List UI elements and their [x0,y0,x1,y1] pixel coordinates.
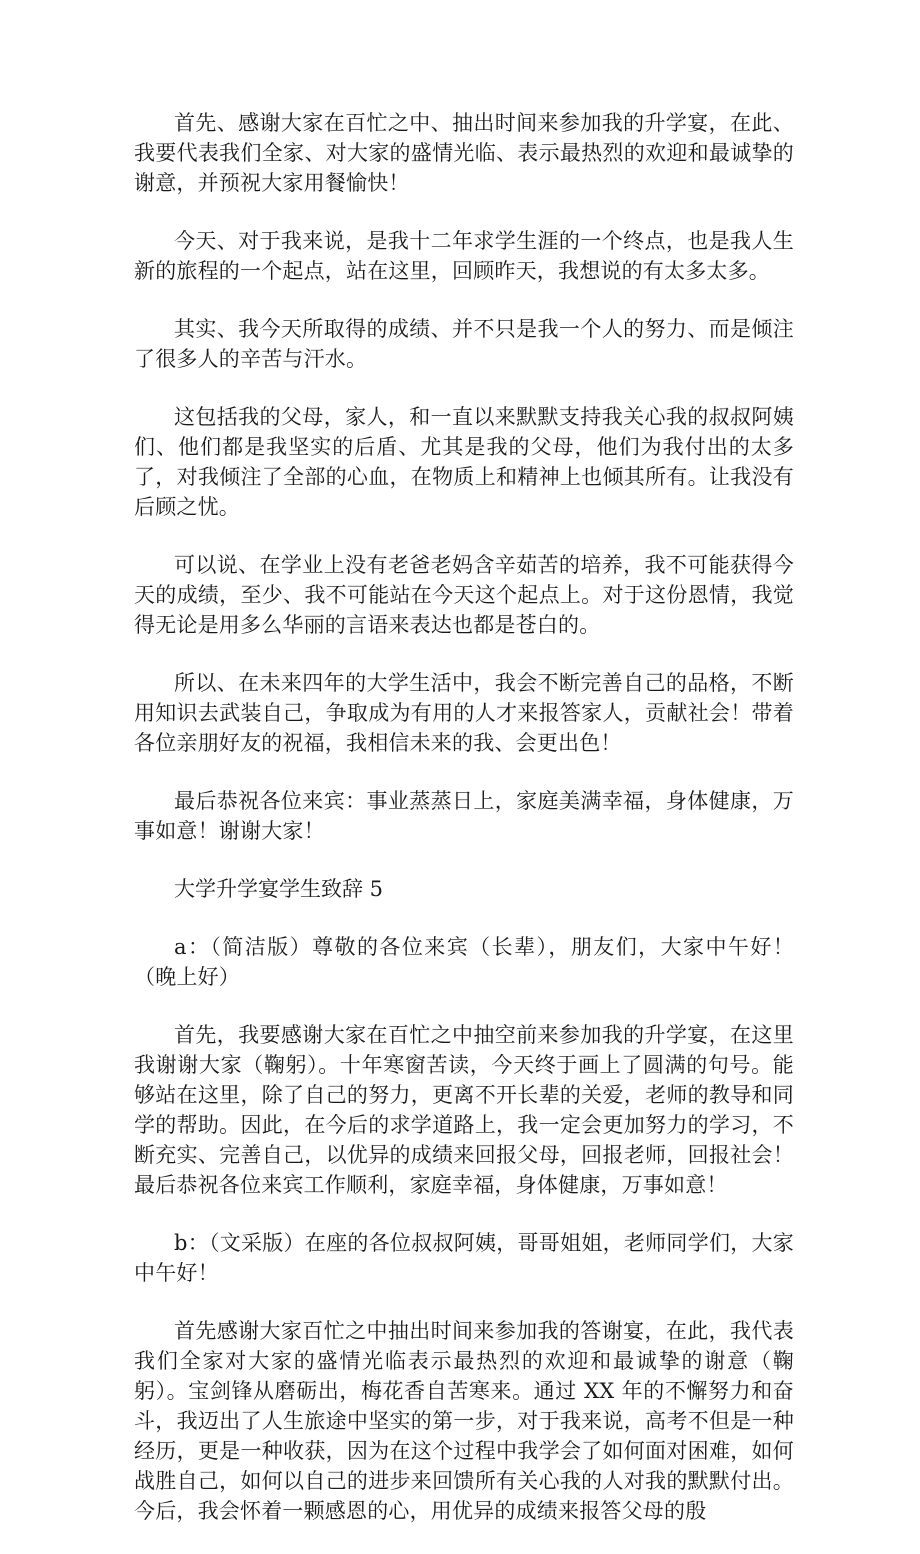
document-body [134,108,794,1554]
paragraph-6: 所以、在未来四年的大学生活中，我会不断完善自己的品格，不断用知识去武装自己，争取成为有用的人才来报答家人，贡献社会！带着各位亲朋好友的祝福，我相信未来的我、会更出色！ [134,671,794,755]
paragraph-7: 最后恭祝各位来宾：事业蒸蒸日上，家庭美满幸福，身体健康，万事如意！谢谢大家！ [134,789,794,843]
paragraph-8: a：（简洁版）尊敬的各位来宾（长辈），朋友们，大家中午好！（晚上好） [134,935,794,989]
section-title: 大学升学宴学生致辞 5 [174,877,384,901]
paragraph-4: 这包括我的父母，家人，和一直以来默默支持我关心我的叔叔阿姨们、他们都是我坚实的后盾、尤其是我的父母，他们为我付出的太多了，对我倾注了全部的心血，在物质上和精神上也倾其所有。让我没有后顾之忧。 [134,405,794,519]
paragraph-11: 首先感谢大家百忙之中抽出时间来参加我的答谢宴，在此，我代表我们全家对大家的盛情光临表示最热烈的欢迎和最诚挚的谢意（鞠躬）。宝剑锋从磨砺出，梅花香自苦寒来。通过 XX 年的不懈努力和奋斗，我迈出了人生旅途中坚实的第一步，对于我来说，高考不但是一种经历，更是一种收获，因为在这个过程中我学会了如何面对困难，如何战胜自己，如何以自己的进步来回馈所有关心我的人对我的默默付出。今后，我会怀着一颗感恩的心，用优异的成绩来报答父母的殷 [134,1319,794,1523]
paragraph-10: b：（文采版）在座的各位叔叔阿姨，哥哥姐姐，老师同学们，大家中午好！ [134,1231,794,1285]
paragraph-5: 可以说、在学业上没有老爸老妈含辛茹苦的培养，我不可能获得今天的成绩，至少、我不可能站在今天这个起点上。对于这份恩情，我觉得无论是用多么华丽的言语来表达也都是苍白的。 [134,553,794,637]
paragraph-9: 首先，我要感谢大家在百忙之中抽空前来参加我的升学宴，在这里我谢谢大家（鞠躬）。十年寒窗苦读，今天终于画上了圆满的句号。能够站在这里，除了自己的努力，更离不开长辈的关爱，老师的教导和同学的帮助。因此，在今后的求学道路上，我一定会更加努力的学习，不断充实、完善自己，以优异的成绩来回报父母，回报老师，回报社会！最后恭祝各位来宾工作顺利，家庭幸福，身体健康，万事如意！ [134,1023,794,1197]
paragraph-3: 其实、我今天所取得的成绩、并不只是我一个人的努力、而是倾注了很多人的辛苦与汗水。 [134,317,794,371]
paragraph-1: 首先、感谢大家在百忙之中、抽出时间来参加我的升学宴，在此、我要代表我们全家、对大家的盛情光临、表示最热烈的欢迎和最诚挚的谢意，并预祝大家用餐愉快！ [134,111,794,195]
paragraph-2: 今天、对于我来说，是我十二年求学生涯的一个终点，也是我人生新的旅程的一个起点，站在这里，回顾昨天，我想说的有太多太多。 [134,229,794,283]
